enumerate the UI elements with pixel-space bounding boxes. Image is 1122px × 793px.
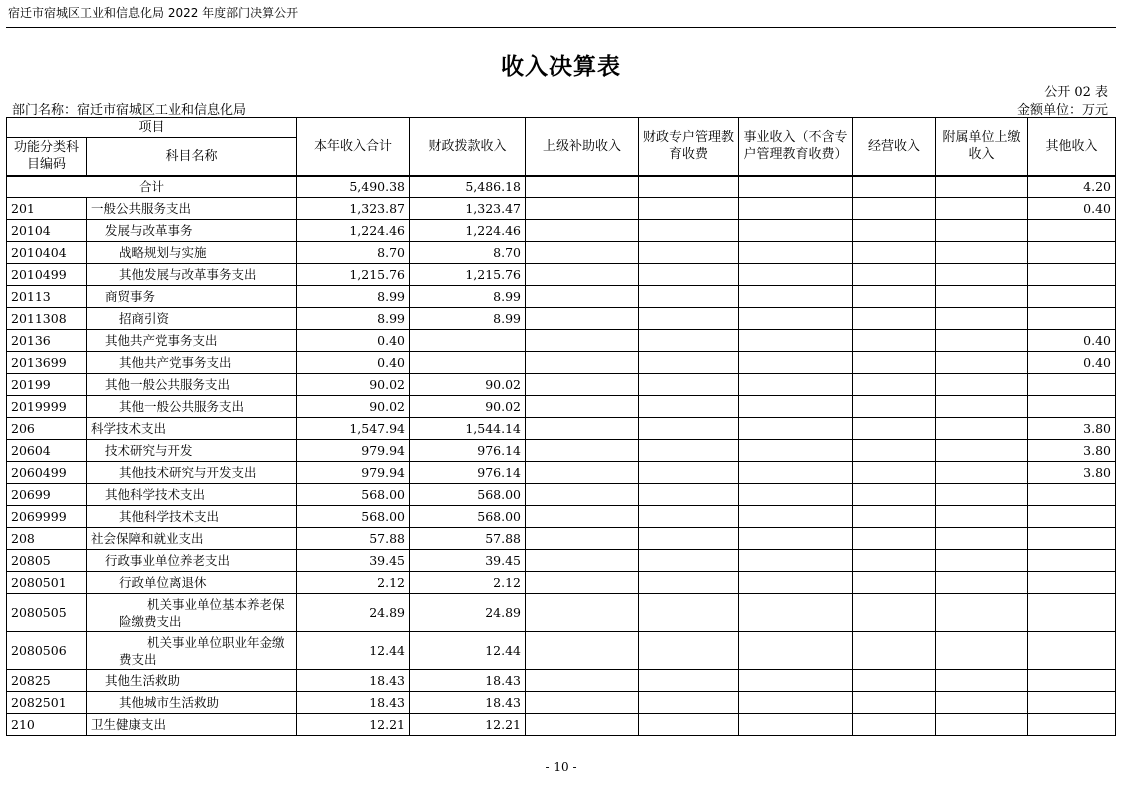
other-cell [1028, 572, 1116, 594]
header-code: 功能分类科目编码 [7, 138, 87, 176]
name-cell: 其他生活救助 [87, 670, 297, 692]
header-other: 其他收入 [1028, 118, 1116, 176]
business-cell [739, 374, 853, 396]
code-cell: 2011308 [7, 308, 87, 330]
fiscal-cell: 976.14 [410, 462, 526, 484]
total-cell-other: 4.20 [1028, 176, 1116, 198]
fiscal-cell: 568.00 [410, 506, 526, 528]
table-row [7, 670, 1116, 692]
fiscal-cell: 1,544.14 [410, 418, 526, 440]
affiliated-cell [936, 714, 1028, 736]
name-cell: 行政事业单位养老支出 [87, 550, 297, 572]
other-cell: 3.80 [1028, 440, 1116, 462]
fiscal-cell: 1,323.47 [410, 198, 526, 220]
name-cell: 其他科学技术支出 [87, 506, 297, 528]
operating-cell [853, 528, 936, 550]
total-cell-operating [853, 176, 936, 198]
code-cell: 2080506 [7, 632, 87, 670]
fiscal-cell: 18.43 [410, 692, 526, 714]
table-row [7, 440, 1116, 462]
code-cell: 2010499 [7, 264, 87, 286]
superior-cell [526, 374, 639, 396]
superior-cell [526, 352, 639, 374]
fiscal-cell: 90.02 [410, 396, 526, 418]
edu-cell [639, 572, 739, 594]
code-cell: 2080505 [7, 594, 87, 632]
name-cell: 其他科学技术支出 [87, 484, 297, 506]
superior-cell [526, 484, 639, 506]
name-cell: 战略规划与实施 [87, 242, 297, 264]
operating-cell [853, 330, 936, 352]
name-cell: 社会保障和就业支出 [87, 528, 297, 550]
table-row [7, 692, 1116, 714]
business-cell [739, 198, 853, 220]
affiliated-cell [936, 198, 1028, 220]
business-cell [739, 692, 853, 714]
fiscal-cell: 39.45 [410, 550, 526, 572]
other-cell [1028, 506, 1116, 528]
business-cell [739, 484, 853, 506]
other-cell [1028, 374, 1116, 396]
edu-cell [639, 396, 739, 418]
edu-cell [639, 352, 739, 374]
fiscal-cell: 18.43 [410, 670, 526, 692]
other-cell: 0.40 [1028, 198, 1116, 220]
superior-cell [526, 714, 639, 736]
affiliated-cell [936, 440, 1028, 462]
total-cell: 8.99 [297, 286, 410, 308]
edu-cell [639, 484, 739, 506]
total-cell: 568.00 [297, 484, 410, 506]
total-cell: 57.88 [297, 528, 410, 550]
table-row [7, 374, 1116, 396]
business-cell [739, 632, 853, 670]
total-cell: 1,323.87 [297, 198, 410, 220]
total-cell-affiliated [936, 176, 1028, 198]
fiscal-cell: 12.44 [410, 632, 526, 670]
business-cell [739, 714, 853, 736]
name-cell: 其他一般公共服务支出 [87, 374, 297, 396]
table-row [7, 462, 1116, 484]
name-cell: 技术研究与开发 [87, 440, 297, 462]
total-cell: 979.94 [297, 462, 410, 484]
other-cell [1028, 670, 1116, 692]
fiscal-cell: 12.21 [410, 714, 526, 736]
business-cell [739, 528, 853, 550]
edu-cell [639, 528, 739, 550]
fiscal-cell [410, 330, 526, 352]
name-cell: 其他一般公共服务支出 [87, 396, 297, 418]
business-cell [739, 264, 853, 286]
superior-cell [526, 550, 639, 572]
total-cell-superior [526, 176, 639, 198]
edu-cell [639, 550, 739, 572]
other-cell [1028, 528, 1116, 550]
business-cell [739, 286, 853, 308]
operating-cell [853, 484, 936, 506]
name-text: 机关事业单位职业年金缴费支出 [119, 634, 285, 667]
operating-cell [853, 692, 936, 714]
total-cell: 90.02 [297, 396, 410, 418]
table-row [7, 242, 1116, 264]
business-cell [739, 396, 853, 418]
superior-cell [526, 594, 639, 632]
business-cell [739, 242, 853, 264]
total-cell: 12.21 [297, 714, 410, 736]
business-cell [739, 462, 853, 484]
page-title: 收入决算表 [501, 54, 621, 80]
superior-cell [526, 198, 639, 220]
table-row [7, 418, 1116, 440]
code-cell: 20199 [7, 374, 87, 396]
superior-cell [526, 330, 639, 352]
edu-cell [639, 506, 739, 528]
code-cell: 2069999 [7, 506, 87, 528]
affiliated-cell [936, 242, 1028, 264]
superior-cell [526, 264, 639, 286]
name-cell [87, 632, 297, 670]
name-cell: 招商引资 [87, 308, 297, 330]
header-total: 本年收入合计 [297, 118, 410, 176]
total-cell-fiscal: 5,486.18 [410, 176, 526, 198]
edu-cell [639, 670, 739, 692]
total-row [7, 176, 1116, 198]
superior-cell [526, 396, 639, 418]
affiliated-cell [936, 550, 1028, 572]
operating-cell [853, 714, 936, 736]
superior-cell [526, 670, 639, 692]
edu-cell [639, 594, 739, 632]
affiliated-cell [936, 396, 1028, 418]
name-cell: 发展与改革事务 [87, 220, 297, 242]
fiscal-cell: 24.89 [410, 594, 526, 632]
header-operating: 经营收入 [853, 118, 936, 176]
name-cell: 其他城市生活救助 [87, 692, 297, 714]
edu-cell [639, 308, 739, 330]
total-cell: 1,547.94 [297, 418, 410, 440]
total-label: 合计 [7, 176, 297, 198]
edu-cell [639, 714, 739, 736]
other-cell [1028, 692, 1116, 714]
total-cell: 39.45 [297, 550, 410, 572]
total-cell: 2.12 [297, 572, 410, 594]
superior-cell [526, 572, 639, 594]
code-cell: 20825 [7, 670, 87, 692]
fiscal-cell: 2.12 [410, 572, 526, 594]
table-row [7, 396, 1116, 418]
superior-cell [526, 286, 639, 308]
table-row [7, 220, 1116, 242]
table-row [7, 330, 1116, 352]
other-cell [1028, 264, 1116, 286]
total-cell: 0.40 [297, 352, 410, 374]
business-cell [739, 418, 853, 440]
code-cell: 206 [7, 418, 87, 440]
operating-cell [853, 550, 936, 572]
affiliated-cell [936, 528, 1028, 550]
header-superior: 上级补助收入 [526, 118, 639, 176]
affiliated-cell [936, 484, 1028, 506]
header-project: 项目 [7, 118, 297, 138]
name-cell: 其他发展与改革事务支出 [87, 264, 297, 286]
business-cell [739, 670, 853, 692]
total-cell: 0.40 [297, 330, 410, 352]
operating-cell [853, 396, 936, 418]
other-cell: 0.40 [1028, 330, 1116, 352]
superior-cell [526, 462, 639, 484]
other-cell [1028, 308, 1116, 330]
superior-cell [526, 528, 639, 550]
table-row [7, 308, 1116, 330]
business-cell [739, 220, 853, 242]
fiscal-cell: 8.99 [410, 308, 526, 330]
total-cell: 18.43 [297, 670, 410, 692]
superior-cell [526, 308, 639, 330]
total-cell: 8.70 [297, 242, 410, 264]
operating-cell [853, 242, 936, 264]
other-cell: 3.80 [1028, 462, 1116, 484]
affiliated-cell [936, 572, 1028, 594]
total-cell-business [739, 176, 853, 198]
table-row [7, 550, 1116, 572]
code-cell: 210 [7, 714, 87, 736]
operating-cell [853, 198, 936, 220]
amount-unit: 金额单位：万元 [1016, 103, 1108, 118]
table-row [7, 714, 1116, 736]
affiliated-cell [936, 594, 1028, 632]
table-row [7, 484, 1116, 506]
code-cell: 20113 [7, 286, 87, 308]
table-row [7, 594, 1116, 632]
affiliated-cell [936, 352, 1028, 374]
header-name: 科目名称 [87, 138, 297, 176]
total-cell: 979.94 [297, 440, 410, 462]
affiliated-cell [936, 692, 1028, 714]
operating-cell [853, 572, 936, 594]
business-cell [739, 330, 853, 352]
header-divider [6, 27, 1116, 28]
fiscal-cell: 57.88 [410, 528, 526, 550]
table-row [7, 528, 1116, 550]
header-edu: 财政专户管理教育收费 [639, 118, 739, 176]
total-cell-edu [639, 176, 739, 198]
table-row [7, 198, 1116, 220]
operating-cell [853, 352, 936, 374]
other-cell [1028, 484, 1116, 506]
edu-cell [639, 264, 739, 286]
other-cell [1028, 632, 1116, 670]
operating-cell [853, 418, 936, 440]
edu-cell [639, 692, 739, 714]
total-cell: 1,215.76 [297, 264, 410, 286]
fiscal-cell: 1,224.46 [410, 220, 526, 242]
name-cell: 卫生健康支出 [87, 714, 297, 736]
other-cell [1028, 550, 1116, 572]
fiscal-cell: 8.99 [410, 286, 526, 308]
business-cell [739, 572, 853, 594]
name-cell: 商贸事务 [87, 286, 297, 308]
business-cell [739, 550, 853, 572]
edu-cell [639, 374, 739, 396]
name-cell: 科学技术支出 [87, 418, 297, 440]
fiscal-cell: 568.00 [410, 484, 526, 506]
fiscal-cell: 8.70 [410, 242, 526, 264]
total-cell: 8.99 [297, 308, 410, 330]
edu-cell [639, 220, 739, 242]
affiliated-cell [936, 374, 1028, 396]
page-number: - 10 - [545, 760, 577, 774]
income-table [6, 117, 1116, 736]
business-cell [739, 440, 853, 462]
table-row [7, 264, 1116, 286]
table-header [7, 118, 1116, 176]
edu-cell [639, 632, 739, 670]
total-cell: 12.44 [297, 632, 410, 670]
other-cell [1028, 594, 1116, 632]
table-row [7, 286, 1116, 308]
table-row [7, 572, 1116, 594]
affiliated-cell [936, 308, 1028, 330]
superior-cell [526, 440, 639, 462]
name-cell: 一般公共服务支出 [87, 198, 297, 220]
header-fiscal: 财政拨款收入 [410, 118, 526, 176]
table-body [7, 176, 1116, 736]
operating-cell [853, 506, 936, 528]
affiliated-cell [936, 330, 1028, 352]
edu-cell [639, 462, 739, 484]
code-cell: 20136 [7, 330, 87, 352]
operating-cell [853, 374, 936, 396]
header-business: 事业收入（不含专户管理教育收费） [739, 118, 853, 176]
affiliated-cell [936, 220, 1028, 242]
business-cell [739, 352, 853, 374]
fiscal-cell: 976.14 [410, 440, 526, 462]
other-cell [1028, 286, 1116, 308]
name-cell: 行政单位离退休 [87, 572, 297, 594]
affiliated-cell [936, 670, 1028, 692]
operating-cell [853, 462, 936, 484]
total-cell: 24.89 [297, 594, 410, 632]
other-cell: 0.40 [1028, 352, 1116, 374]
other-cell [1028, 396, 1116, 418]
edu-cell [639, 418, 739, 440]
affiliated-cell [936, 632, 1028, 670]
total-cell: 568.00 [297, 506, 410, 528]
affiliated-cell [936, 418, 1028, 440]
affiliated-cell [936, 462, 1028, 484]
operating-cell [853, 594, 936, 632]
edu-cell [639, 242, 739, 264]
name-cell [87, 594, 297, 632]
business-cell [739, 308, 853, 330]
operating-cell [853, 670, 936, 692]
operating-cell [853, 440, 936, 462]
name-text: 机关事业单位基本养老保险缴费支出 [119, 596, 285, 629]
header-affiliated: 附属单位上缴收入 [936, 118, 1028, 176]
affiliated-cell [936, 506, 1028, 528]
business-cell [739, 506, 853, 528]
other-cell [1028, 242, 1116, 264]
other-cell [1028, 220, 1116, 242]
affiliated-cell [936, 264, 1028, 286]
name-cell: 其他共产党事务支出 [87, 352, 297, 374]
table-row [7, 506, 1116, 528]
code-cell: 2082501 [7, 692, 87, 714]
total-cell: 18.43 [297, 692, 410, 714]
superior-cell [526, 242, 639, 264]
code-cell: 201 [7, 198, 87, 220]
superior-cell [526, 418, 639, 440]
fiscal-cell [410, 352, 526, 374]
total-cell: 1,224.46 [297, 220, 410, 242]
edu-cell [639, 198, 739, 220]
code-cell: 20805 [7, 550, 87, 572]
table-row [7, 632, 1116, 670]
code-cell: 20604 [7, 440, 87, 462]
fiscal-cell: 1,215.76 [410, 264, 526, 286]
superior-cell [526, 506, 639, 528]
code-cell: 2060499 [7, 462, 87, 484]
edu-cell [639, 286, 739, 308]
department-name: 部门名称：宿迁市宿城区工业和信息化局 [12, 103, 247, 118]
operating-cell [853, 632, 936, 670]
edu-cell [639, 440, 739, 462]
superior-cell [526, 220, 639, 242]
form-number: 公开 02 表 [1044, 85, 1108, 100]
operating-cell [853, 264, 936, 286]
code-cell: 20104 [7, 220, 87, 242]
code-cell: 2019999 [7, 396, 87, 418]
operating-cell [853, 220, 936, 242]
operating-cell [853, 308, 936, 330]
code-cell: 20699 [7, 484, 87, 506]
affiliated-cell [936, 286, 1028, 308]
edu-cell [639, 330, 739, 352]
code-cell: 2080501 [7, 572, 87, 594]
total-cell: 90.02 [297, 374, 410, 396]
superior-cell [526, 632, 639, 670]
code-cell: 2010404 [7, 242, 87, 264]
table-row [7, 352, 1116, 374]
name-cell: 其他技术研究与开发支出 [87, 462, 297, 484]
total-cell-total: 5,490.38 [297, 176, 410, 198]
code-cell: 208 [7, 528, 87, 550]
business-cell [739, 594, 853, 632]
operating-cell [853, 286, 936, 308]
running-header: 宿迁市宿城区工业和信息化局 2022 年度部门决算公开 [8, 6, 299, 20]
other-cell [1028, 714, 1116, 736]
other-cell: 3.80 [1028, 418, 1116, 440]
name-cell: 其他共产党事务支出 [87, 330, 297, 352]
fiscal-cell: 90.02 [410, 374, 526, 396]
superior-cell [526, 692, 639, 714]
code-cell: 2013699 [7, 352, 87, 374]
